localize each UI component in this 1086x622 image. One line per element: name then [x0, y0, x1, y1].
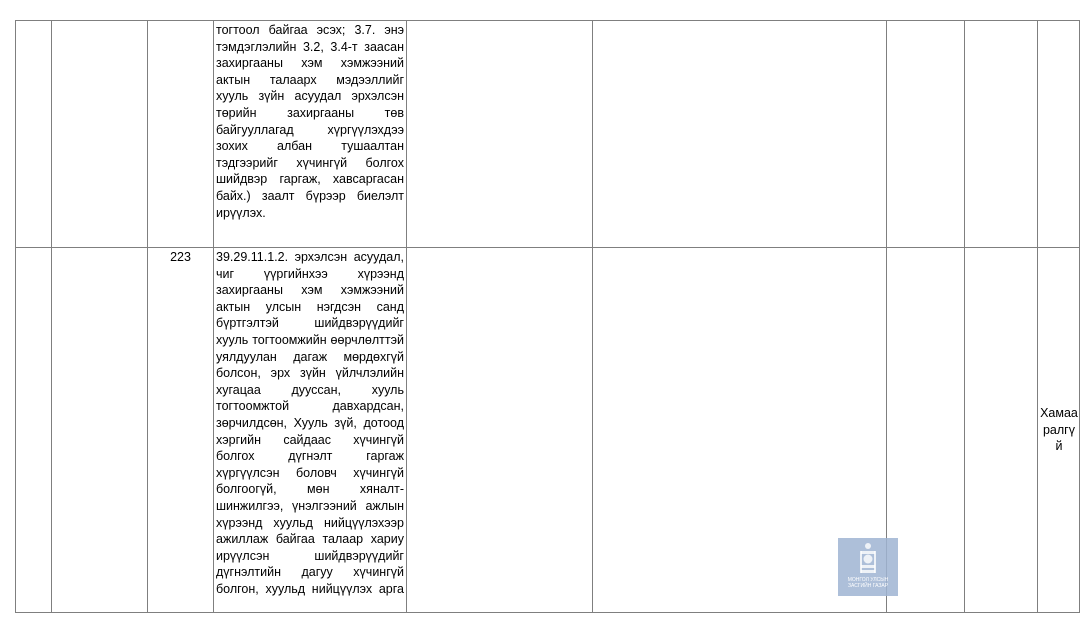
status-text: Хамаа ралгү й [1040, 406, 1078, 454]
empty-cell [407, 21, 593, 248]
empty-cell [16, 21, 52, 248]
government-watermark [838, 538, 898, 596]
row-number: 223 [148, 248, 214, 613]
empty-cell [593, 21, 887, 248]
table-row [16, 248, 1080, 613]
watermark-line2: ЗАСГИЙН ГАЗАР [847, 583, 889, 589]
empty-cell [52, 248, 148, 613]
row-number [148, 21, 214, 248]
watermark-line1: МОНГОЛ УЛСЫН [847, 577, 889, 583]
empty-cell [965, 248, 1038, 613]
empty-cell [887, 248, 965, 613]
status-cell [1038, 248, 1080, 613]
empty-cell [407, 248, 593, 613]
document-table [15, 20, 1080, 613]
empty-cell [965, 21, 1038, 248]
empty-cell [52, 21, 148, 248]
empty-cell [1038, 21, 1080, 248]
soyombo-emblem-icon [857, 542, 879, 576]
provision-text: 39.29.11.1.2. эрхэлсэн асуудал, чиг үүргийнхээ хүрээнд захиргааны хэм хэмжээний актын улсын нэгдсэн санд бүртгэлтэй шийдвэрүүдийг хууль тогтоомжийн өөрчлөлттэй уялдуулан дагаж мөрдөхгүй болсон, эрх зүйн үйлчлэлийн хугацаа дууссан, хууль тогтоомжтой давхардсан, зөрчилдсөн, Хууль зүй, дотоод хэргийн сайдаас хүчингүй болгох дүгнэлт гаргаж хүргүүлсэн боловч хүчингүй болгоогүй, мөн хяналт-шинжилгээ, үнэлгээний ажлын хүрээнд хуульд нийцүүлэхээр ажиллаж байгаа талаар хариу ирүүлсэн шийдвэрүүдийг дүгнэлтийн дагуу хүчингүй болгон, хуульд нийцүүлэх арга [214, 248, 407, 613]
empty-cell [887, 21, 965, 248]
table-row [16, 21, 1080, 248]
provision-text: тогтоол байгаа эсэх; 3.7. энэ тэмдэглэлийн 3.2, 3.4-т заасан захиргааны хэм хэмжээний актын талаарх мэдээллийг хууль зүйн асуудал эрхэлсэн төрийн захиргааны төв байгууллагад хүргүүлэхдээ зохих албан тушаалтан тэдгээрийг хүчингүй болгох шийдвэр гаргаж, хавсаргасан байх.) заалт бүрээр биелэлт ирүүлэх. [214, 21, 407, 248]
empty-cell [16, 248, 52, 613]
